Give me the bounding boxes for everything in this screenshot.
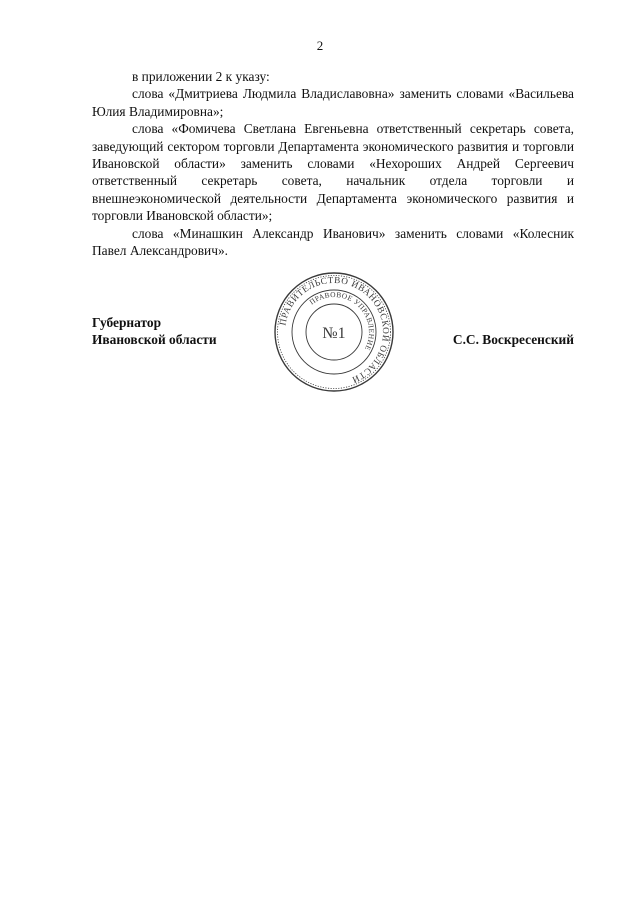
- seal-number: №1: [322, 325, 346, 342]
- signer-position: [92, 314, 217, 349]
- seal-inner-text: ПРАВОВОЕ УПРАВЛЕНИЕ: [307, 289, 377, 353]
- document-body: [92, 68, 574, 259]
- paragraph-replacement-2: слова «Фомичева Светлана Евгеньевна ответственный секретарь совета, заведующий сектором торговли Департамента экономического развития и торговли Ивановской области» заменить словами «Нехороших Андрей Сергеевич ответственный секретарь совета, начальник отдела торговли и внешнеэкономической деятельности Департамента экономического развития и торговли Ивановской области»;: [92, 121, 574, 224]
- seal-outer-text: ПРАВИТЕЛЬСТВО ИВАНОВСКОЙ ОБЛАСТИ: [277, 274, 392, 386]
- paragraph-replacement-3: слова «Минашкин Александр Иванович» заменить словами «Колесник Павел Александрович».: [92, 225, 574, 259]
- page-number: 2: [316, 38, 324, 53]
- paragraph-appendix-intro: в приложении 2 к указу:: [132, 69, 270, 84]
- signer-position-line-1: Губернатор: [92, 315, 162, 330]
- seal-graphic: [272, 270, 396, 394]
- signature-block: [0, 270, 640, 400]
- signer-position-line-2: Ивановской области: [92, 332, 217, 348]
- paragraph-replacement-1: слова «Дмитриева Людмила Владиславовна» заменить словами «Васильева Юлия Владимировна»;: [92, 86, 574, 119]
- official-seal-stamp: [272, 270, 396, 394]
- signer-name: С.С. Воскресенский: [452, 332, 574, 347]
